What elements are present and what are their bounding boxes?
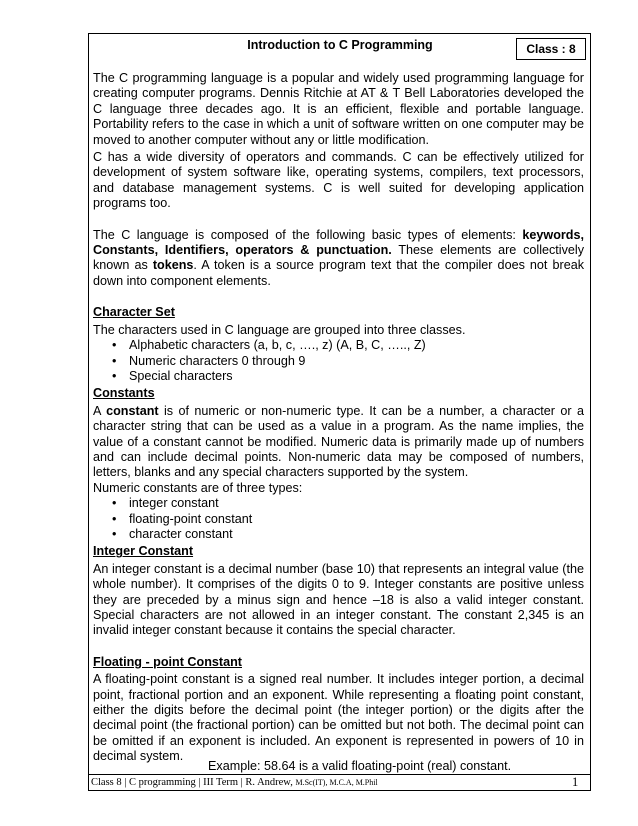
page-footer (91, 777, 585, 788)
list-item: • character constant (129, 527, 584, 542)
constants-types-intro: Numeric constants are of three types: (93, 480, 303, 495)
constants-bold-word: constant (106, 403, 159, 418)
list-item: • Special characters (129, 369, 584, 384)
floating-example: Example: 58.64 is a valid floating-point (real) constant. (208, 759, 512, 773)
integer-paragraph: An integer constant is a decimal number (base 10) that represents an integral value (the whole number). It comprises of the digits 0 to 9. Integer constants are positive unless they are preceded by a minus sign and hence –18 is also a valid integer constant. Special characters are not allowed in an integer constant. The constant 2,345 is an invalid integer constant because it contains the special character. (93, 561, 584, 638)
list-item: • floating-point constant (129, 512, 584, 527)
constants-paragraph (93, 404, 584, 481)
tokens-text-c: . A token is a source program text that the compiler does not break down into component elements. (93, 258, 584, 288)
list-item: • Alphabetic characters (a, b, c, …., z) (A, B, C, ….., Z) (129, 338, 584, 353)
constants-text-a: A (93, 403, 107, 418)
charset-list (93, 338, 584, 384)
intro-paragraph-2: C has a wide diversity of operators and commands. C can be effectively utilized for development of system software like, operating systems, compilers, text processors, and database management systems. C is well suited for developing application programs too. (93, 150, 584, 211)
class-badge: Class : 8 (516, 38, 586, 60)
constants-text-b: is of numeric or non-numeric type. It can be a number, a character or a character string that can be used as a value in a program. As the name implies, the value of a constant cannot be modified. Numeric data is primarily made up of numbers and can include decimal points. Non-numeric data may be composed of numbers, letters, blanks and any special characters supported by the system. (93, 403, 584, 480)
list-item: • integer constant (129, 496, 584, 511)
tokens-text-a: The C language is composed of the following basic types of elements: (93, 227, 523, 242)
heading-character-set: Character Set (93, 305, 175, 320)
heading-floating-point-constant: Floating - point Constant (93, 654, 242, 669)
intro-paragraph-3 (93, 228, 584, 290)
heading-integer-constant: Integer Constant (93, 544, 194, 559)
floating-paragraph: A floating-point constant is a signed real number. It includes integer portion, a decimal point, fractional portion and an exponent. While representing a floating point constant, either the digits before the decimal point (the integer portion) or the digits after the decimal point (the fractional portion) can be omitted but not both. The decimal point can be omitted if an exponent is included. An exponent is represented in powers of 10 in decimal system. (93, 672, 584, 764)
constants-types-list (93, 496, 584, 542)
page-title: Introduction to C Programming (247, 38, 433, 52)
footer-credentials: M.Sc(IT), M.C.A, M.Phil (295, 778, 378, 787)
tokens-text-b: These elements are collectively known as (93, 243, 585, 273)
tokens-bold-types: keywords, Constants, Identifiers, operators & punctuation. (93, 227, 584, 258)
intro-paragraph-1: The C programming language is a popular and widely used programming language for creating computer programs. Dennis Ritchie at AT & T Bell Laboratories developed the C language three decades ago. It is an efficient, flexible and portable language. Portability refers to the case in which a unit of software written on one computer may be moved to another computer without any or little modification. (93, 71, 584, 147)
heading-constants: Constants (93, 386, 155, 401)
charset-text: The characters used in C language are grouped into three classes. (93, 322, 466, 337)
footer-divider (88, 774, 591, 775)
tokens-bold-word: tokens (152, 258, 194, 273)
list-item: • Numeric characters 0 through 9 (129, 354, 584, 369)
footer-text: Class 8 | C programming | III Term | R. Andrew, (91, 777, 296, 788)
document-body (93, 71, 584, 765)
page-number: 1 (572, 775, 579, 789)
